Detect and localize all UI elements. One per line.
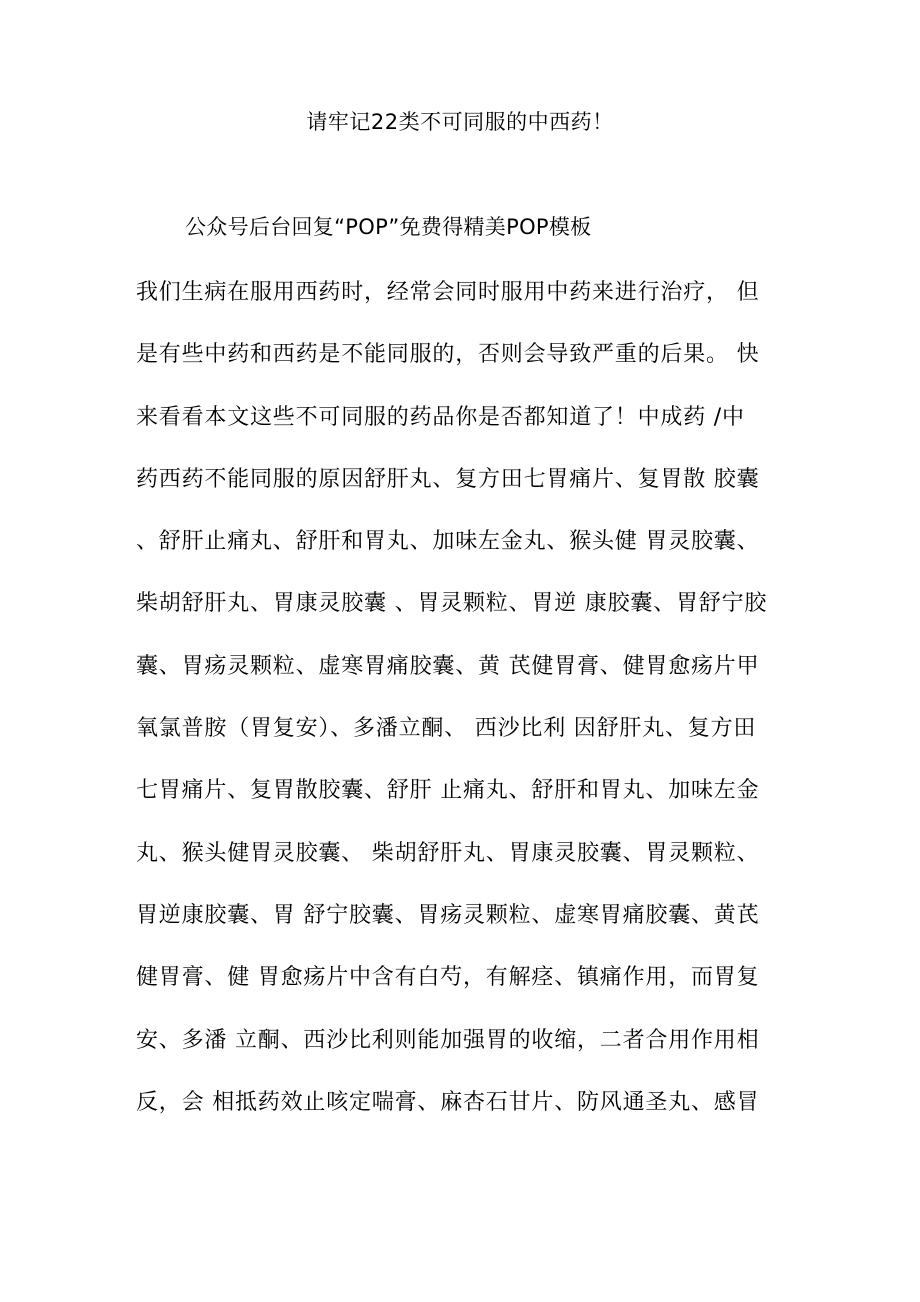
document-title: 请牢记22类不可同服的中西药！ — [306, 110, 614, 134]
body-line-9: 七胃痛片、复胃散胶囊、舒肝 止痛丸、舒肝和胃丸、加味左金 — [136, 778, 760, 804]
body-line-14: 反，会 相抵药效止咳定喘膏、麻杏石甘片、防风通圣丸、感冒 — [136, 1089, 760, 1115]
body-line-10: 丸、猴头健胃灵胶囊、 柴胡舒肝丸、胃康灵胶囊、胃灵颗粒、 — [136, 840, 760, 866]
body-line-1: 我们生病在服用西药时，经常会同时服用中药来进行治疗， 但 — [136, 280, 760, 305]
body-line-13: 安、多潘 立酮、西沙比利则能加强胃的收缩，二者合用作用相 — [136, 1027, 760, 1053]
document-subtitle: 公众号后台回复“POP”免费得精美POP模板 — [185, 215, 592, 239]
body-line-12: 健胃膏、健 胃愈疡片中含有白芍，有解痉、镇痛作用，而胃复 — [136, 965, 760, 991]
body-line-6: 柴胡舒肝丸、胃康灵胶囊 、胃灵颗粒、胃逆 康胶囊、胃舒宁胶 — [136, 591, 768, 617]
body-line-11: 胃逆康胶囊、胃 舒宁胶囊、胃疡灵颗粒、虚寒胃痛胶囊、黄芪 — [136, 902, 760, 928]
body-line-3: 来看看本文这些不可同服的药品你是否都知道了！中成药 /中 — [136, 404, 745, 430]
body-paragraph — [136, 270, 816, 1142]
body-line-4: 药西药不能同服的原因舒肝丸、复方田七胃痛片、复胃散 胶囊 — [136, 466, 760, 492]
body-line-2: 是有些中药和西药是不能同服的，否则会导致严重的后果。 快 — [136, 342, 760, 368]
body-line-8: 氧氯普胺（胃复安）、多潘立酮、 西沙比利 因舒肝丸、复方田 — [136, 716, 757, 742]
body-line-7: 囊、胃疡灵颗粒、虚寒胃痛胶囊、黄 芪健胃膏、健胃愈疡片甲 — [136, 653, 760, 679]
body-line-5: 、舒肝止痛丸、舒肝和胃丸、加味左金丸、猴头健 胃灵胶囊、 — [136, 529, 760, 555]
